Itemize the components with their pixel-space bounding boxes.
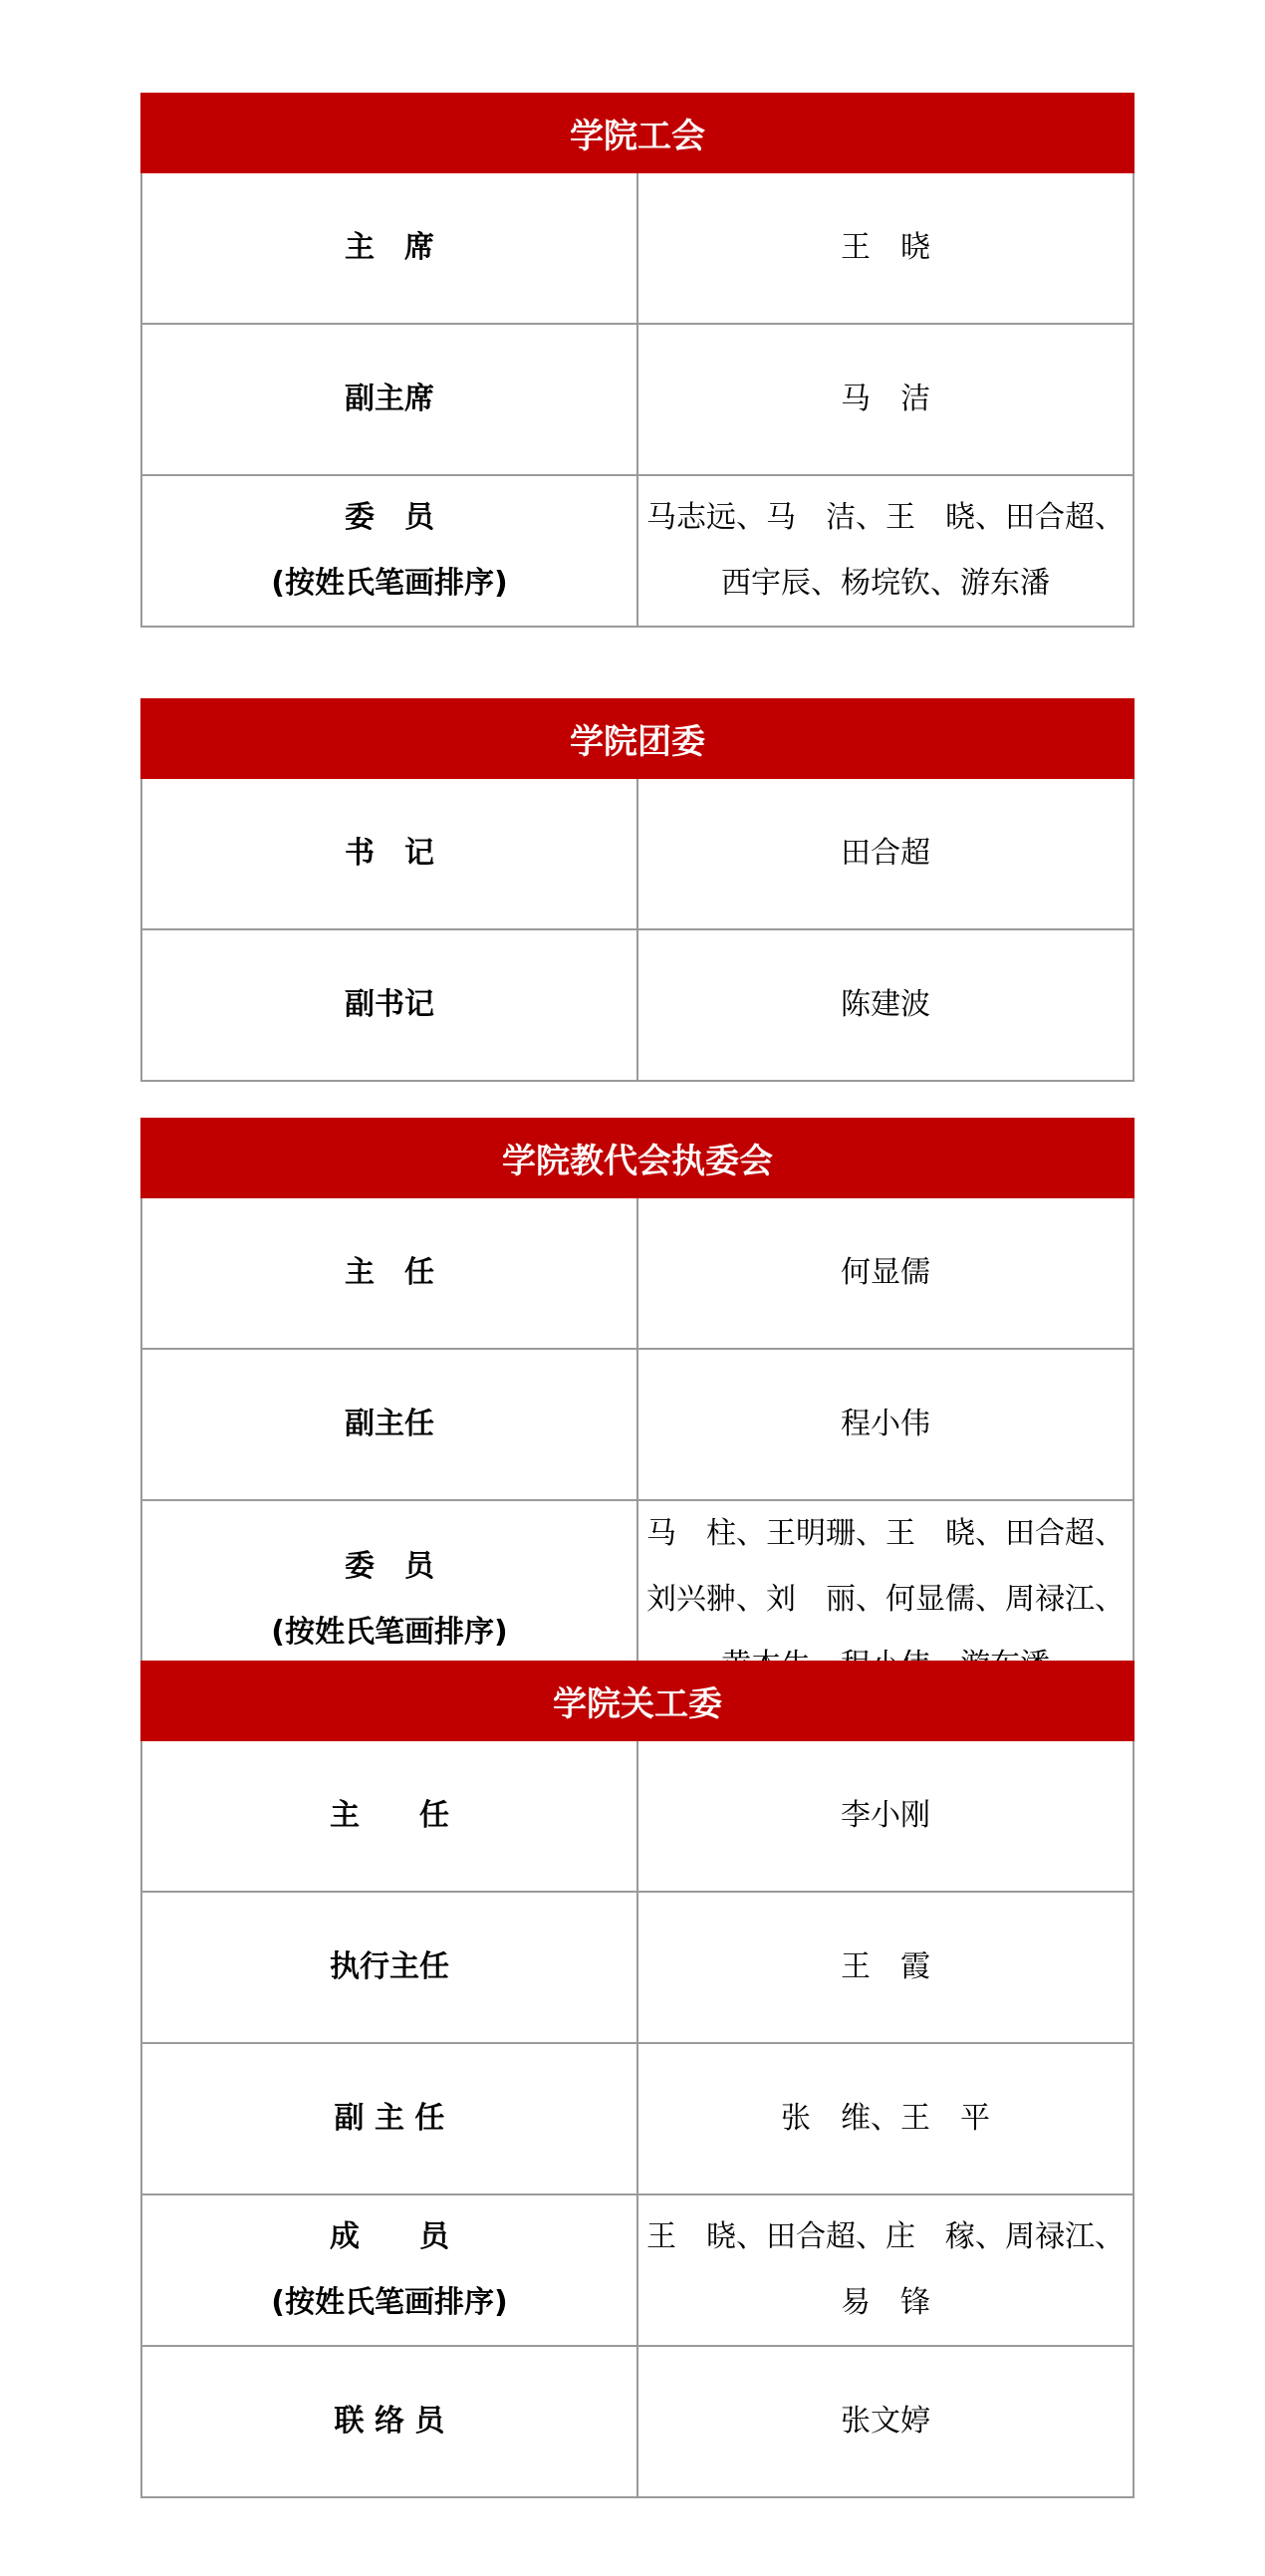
names-cell [637, 1740, 1134, 1892]
member-names: 马 柱、王明珊、王 晓、田合超、刘兴翀、刘 丽、何显儒、周禄江、 [646, 1516, 1125, 1617]
role-cell [141, 929, 637, 1081]
role-label: 委 员 [345, 500, 434, 535]
role-cell [141, 2043, 637, 2194]
caring-committee-table [140, 1661, 1135, 2498]
table-row [141, 2346, 1134, 2497]
role-cell [141, 172, 637, 324]
names-cell [637, 2194, 1134, 2346]
table-title-row [141, 94, 1134, 172]
role-cell [141, 1892, 637, 2043]
role-label: 主 任 [330, 1798, 449, 1833]
table-row [141, 2043, 1134, 2194]
staff-congress-committee-table [140, 1118, 1135, 1700]
table-title: 学院教代会执委会 [141, 1119, 1134, 1197]
table-title: 学院团委 [141, 699, 1134, 778]
member-names: 王 霞 [841, 1949, 930, 1984]
table-row [141, 2194, 1134, 2346]
names-cell [637, 778, 1134, 929]
member-names: 马 洁 [841, 382, 930, 416]
role-label: 副主席 [345, 382, 434, 416]
role-label: 联 络 员 [334, 2404, 445, 2439]
role-label: 主 任 [345, 1255, 434, 1290]
names-cell [637, 1197, 1134, 1349]
role-label: 书 记 [345, 836, 434, 871]
role-cell [141, 324, 637, 475]
role-label: 主 席 [345, 230, 434, 265]
member-names: 田合超 [841, 836, 930, 871]
member-names: 陈建波 [841, 987, 930, 1022]
role-cell [141, 2346, 637, 2497]
role-note: (按姓氏笔画排序) [271, 2285, 508, 2320]
role-label: 副书记 [345, 987, 434, 1022]
union-committee-table [140, 93, 1135, 628]
member-names: 张文婷 [841, 2404, 930, 2439]
names-cell [637, 172, 1134, 324]
table-row [141, 929, 1134, 1081]
table-row [141, 1740, 1134, 1892]
role-label: 成 员 [330, 2219, 449, 2254]
table-row [141, 475, 1134, 627]
names-cell [637, 475, 1134, 627]
table-row [141, 1892, 1134, 2043]
names-cell [637, 1349, 1134, 1500]
role-cell [141, 1349, 637, 1500]
role-label: 副 主 任 [334, 2101, 445, 2136]
table-title-row [141, 699, 1134, 778]
table-title-row [141, 1119, 1134, 1197]
member-names: 王 晓、田合超、庄 稼、周禄江、易 锋 [646, 2219, 1125, 2320]
table-row [141, 172, 1134, 324]
member-names: 王 晓 [841, 230, 930, 265]
member-names: 程小伟 [841, 1407, 930, 1441]
names-cell [637, 929, 1134, 1081]
names-cell [637, 1892, 1134, 2043]
role-note: (按姓氏笔画排序) [271, 1615, 508, 1650]
member-names: 何显儒 [841, 1255, 930, 1290]
role-cell [141, 778, 637, 929]
member-names: 马志远、马 洁、王 晓、田合超、西宇辰、杨垸钦、游东潘 [646, 500, 1125, 601]
names-cell [637, 2043, 1134, 2194]
table-row [141, 1197, 1134, 1349]
table-title-row [141, 1662, 1134, 1740]
table-row [141, 778, 1134, 929]
names-cell [637, 2346, 1134, 2497]
table-title: 学院关工委 [141, 1662, 1134, 1740]
names-cell [637, 324, 1134, 475]
youth-league-committee-table [140, 698, 1135, 1082]
member-names: 李小刚 [841, 1798, 930, 1833]
role-note: (按姓氏笔画排序) [271, 566, 508, 601]
role-label: 执行主任 [330, 1949, 449, 1984]
role-cell [141, 475, 637, 627]
member-names: 张 维、王 平 [781, 2101, 990, 2136]
role-label: 委 员 [345, 1549, 434, 1584]
role-cell [141, 2194, 637, 2346]
table-title: 学院工会 [141, 94, 1134, 172]
role-cell [141, 1740, 637, 1892]
role-label: 副主任 [345, 1407, 434, 1441]
role-cell [141, 1197, 637, 1349]
table-row [141, 1349, 1134, 1500]
table-row [141, 324, 1134, 475]
